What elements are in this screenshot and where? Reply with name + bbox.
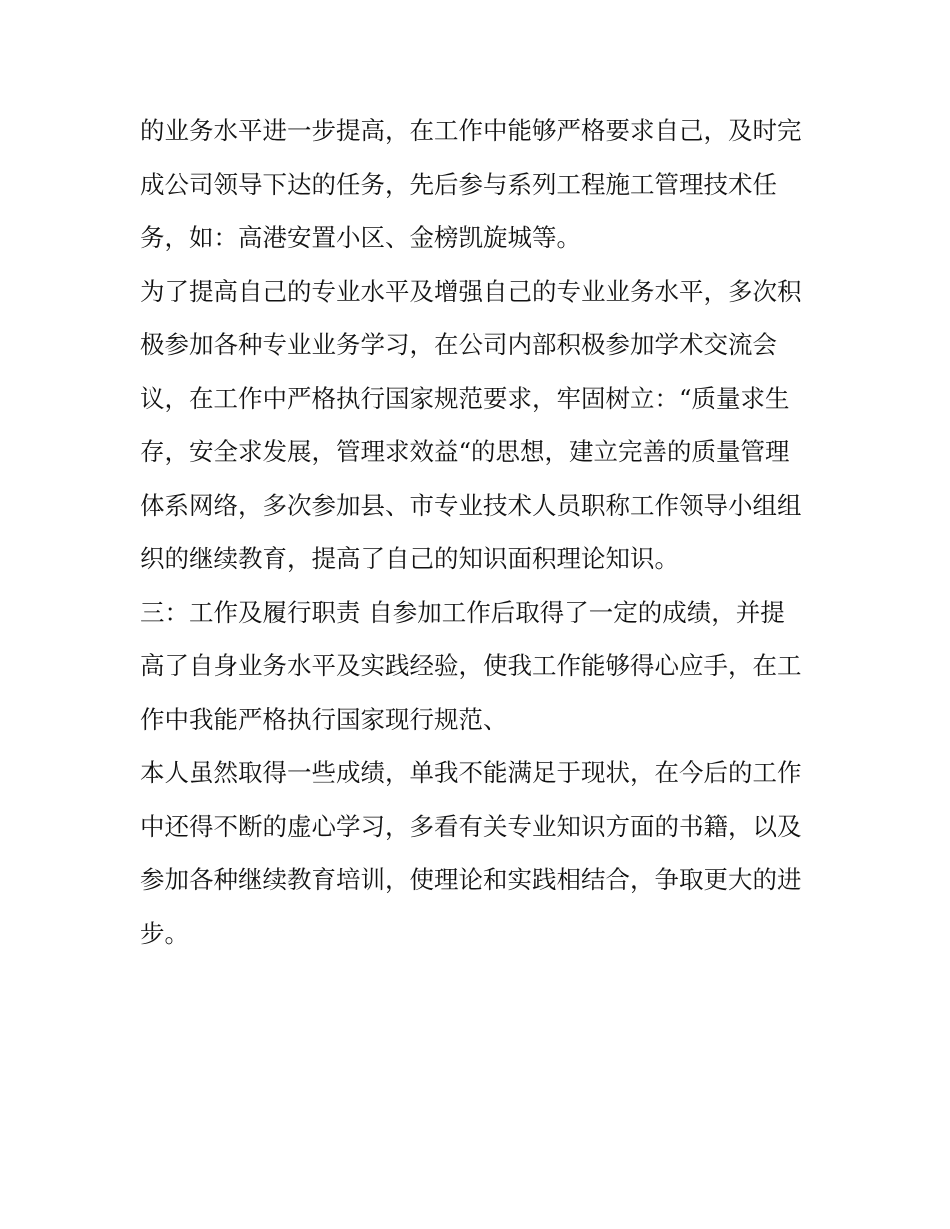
text-line: 高了自身业务水平及实践经验，使我工作能够得心应手，在工 [140,651,802,680]
text-line: 参加各种继续教育培训，使理论和实践相结合，争取更大的进 [140,865,802,894]
text-line: 成公司领导下达的任务，先后参与系列工程施工管理技术任 [140,169,777,199]
body-text [140,104,820,960]
text-line: 体系网络，多次参加县、市专业技术人员职称工作领导小组组 [140,490,802,520]
text-line: 为了提高自己的专业水平及增强自己的专业业务水平，多次积 [140,276,802,306]
text-line: 中还得不断的虚心学习，多看有关专业知识方面的书籍，以及 [140,811,802,841]
text-line: 作中我能严格执行国家现行规范、 [140,704,508,734]
text-line: 三：工作及履行职责 自参加工作后取得了一定的成绩，并提 [140,597,785,627]
text-line: 务，如：高港安置小区、金榜凯旋城等。 [140,223,581,252]
text-line: 步。 [140,918,189,948]
text-line: 极参加各种专业业务学习，在公司内部积极参加学术交流会 [140,330,777,359]
text-line: 议，在工作中严格执行国家规范要求，牢固树立：“质量求生 [140,383,790,413]
text-line: 本人虽然取得一些成绩，单我不能满足于现状，在今后的工作 [140,758,802,787]
text-line: 存，安全求发展，管理求效益“的思想，建立完善的质量管理 [140,437,790,466]
text-line: 织的继续教育，提高了自己的知识面积理论知识。 [140,544,679,573]
text-line: 的业务水平进一步提高，在工作中能够严格要求自己，及时完 [140,116,802,145]
